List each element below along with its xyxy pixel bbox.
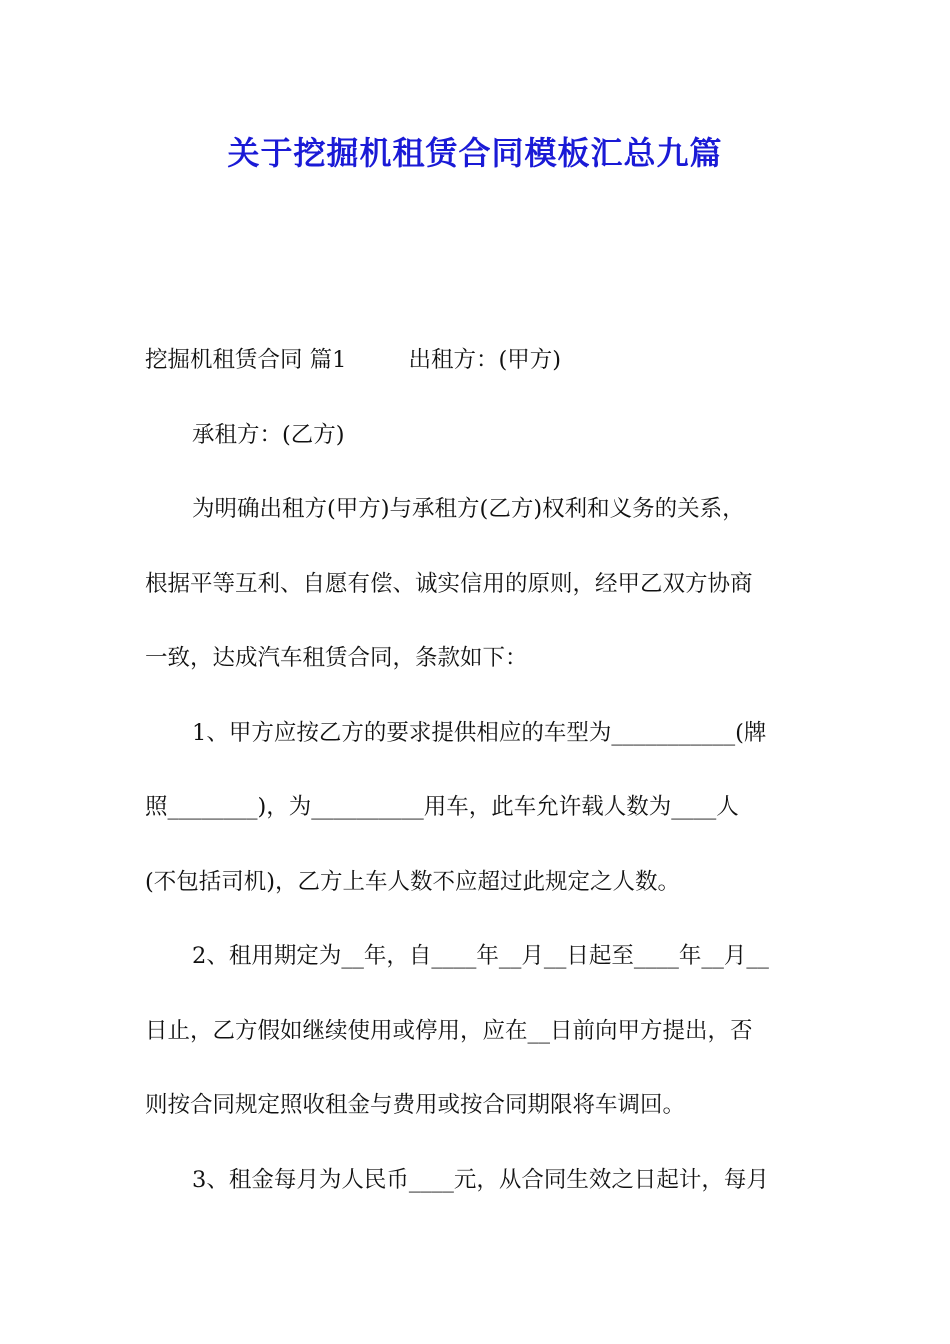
paragraph-line: 照________)，为__________用车，此车允许载人数为____人 bbox=[145, 794, 739, 820]
section-label: 挖掘机租赁合同 篇1 bbox=[145, 347, 347, 373]
paragraph-line: 一致，达成汽车租赁合同，条款如下： bbox=[145, 645, 528, 671]
paragraph-line: 承租方：(乙方) bbox=[192, 421, 345, 448]
document-body bbox=[145, 333, 810, 1227]
paragraph-line: 为明确出租方(甲方)与承租方(乙方)权利和义务的关系， bbox=[192, 496, 745, 522]
paragraph-line: 1、甲方应按乙方的要求提供相应的车型为___________(牌 bbox=[192, 719, 767, 746]
section-heading-line bbox=[145, 333, 810, 408]
paragraph-line: 根据平等互利、自愿有偿、诚实信用的原则，经甲乙双方协商 bbox=[145, 570, 753, 597]
document-title: 关于挖掘机租赁合同模板汇总九篇 bbox=[227, 134, 723, 172]
paragraph-line: 3、租金每月为人民币____元，从合同生效之日起计，每月 bbox=[192, 1166, 769, 1193]
paragraph-line: (不包括司机)，乙方上车人数不应超过此规定之人数。 bbox=[145, 868, 681, 895]
lessor-label: 出租方：(甲方) bbox=[408, 347, 562, 373]
paragraph-line: 2、租用期定为__年，自____年__月__日起至____年__月__ bbox=[192, 943, 769, 969]
paragraph-line: 日止，乙方假如继续使用或停用，应在__日前向甲方提出，否 bbox=[145, 1017, 753, 1044]
paragraph-line: 则按合同规定照收租金与费用或按合同期限将车调回。 bbox=[145, 1092, 686, 1118]
